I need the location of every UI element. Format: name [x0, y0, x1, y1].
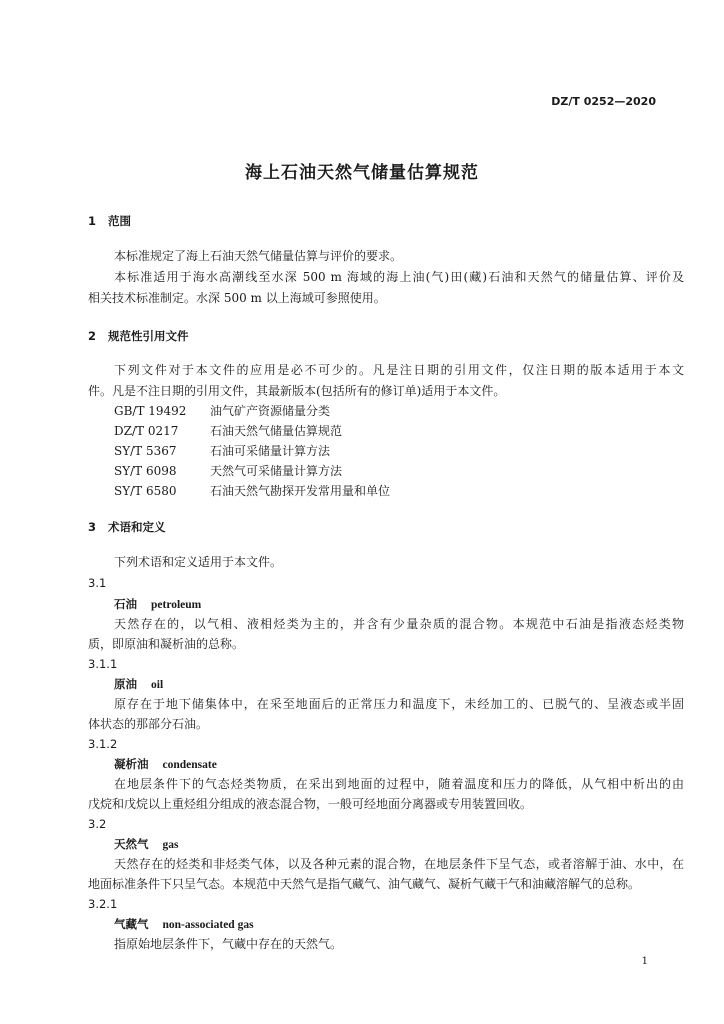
section-heading-scope: 1 范围 — [88, 214, 131, 228]
paragraph: 下列术语和定义适用于本文件。 — [114, 555, 283, 569]
definition: 地面标准条件下只呈气态。本规范中天然气是指气藏气、油气藏气、凝析气藏干气和油藏溶解气的总称。 — [88, 877, 641, 891]
term-heading: 石油 petroleum — [114, 597, 202, 611]
term-heading: 气藏气 non-associated gas — [114, 917, 254, 931]
definition: 天然存在的，以气相、液相烃类为主的，并含有少量杂质的混合物。本规范中石油是指液态烃类物 — [114, 617, 684, 631]
page-number: 1 — [641, 956, 648, 967]
paragraph: 本标准规定了海上石油天然气储量估算与评价的要求。 — [114, 249, 403, 263]
reference-item: DZ/T 0217 石油天然气储量估算规范 — [114, 424, 343, 438]
definition: 体状态的那部分石油。 — [88, 717, 209, 731]
document-code: DZ/T 0252—2020 — [551, 95, 656, 108]
reference-item: SY/T 6098 天然气可采储量计算方法 — [114, 464, 343, 478]
reference-item: GB/T 19492 油气矿产资源储量分类 — [114, 404, 331, 418]
paragraph: 相关技术标准制定。水深 500 m 以上海域可参照使用。 — [88, 291, 386, 305]
section-heading-terms-definitions: 3 术语和定义 — [88, 520, 166, 534]
definition: 天然存在的烃类和非烃类气体，以及各种元素的混合物，在地层条件下呈气态，或者溶解于油、水中，在 — [114, 857, 684, 871]
clause-number: 3.1.1 — [88, 657, 118, 671]
term-heading: 原油 oil — [114, 677, 164, 691]
document-title: 海上石油天然气储量估算规范 — [245, 163, 479, 183]
paragraph: 下列文件对于本文件的应用是必不可少的。凡是注日期的引用文件，仅注日期的版本适用于本文 — [114, 363, 684, 377]
paragraph: 件。凡是不注日期的引用文件，其最新版本(包括所有的修订单)适用于本文件。 — [88, 384, 506, 398]
clause-number: 3.1 — [88, 576, 107, 590]
paragraph: 本标准适用于海水高潮线至水深 500 m 海域的海上油(气)田(藏)石油和天然气的储量估算、评价及 — [114, 270, 684, 284]
section-heading-normative-references: 2 规范性引用文件 — [88, 329, 189, 343]
definition: 原存在于地下储集体中，在采至地面后的正常压力和温度下，未经加工的、已脱气的、呈液态或半固 — [114, 697, 684, 711]
reference-item: SY/T 5367 石油可采储量计算方法 — [114, 444, 331, 458]
term-heading: 凝析油 condensate — [114, 757, 217, 771]
definition: 指原始地层条件下，气藏中存在的天然气。 — [114, 937, 343, 951]
definition: 质，即原油和凝析油的总称。 — [88, 637, 245, 651]
clause-number: 3.2 — [88, 817, 107, 831]
reference-item: SY/T 6580 石油天然气勘探开发常用量和单位 — [114, 484, 391, 498]
term-heading: 天然气 gas — [114, 837, 179, 851]
clause-number: 3.1.2 — [88, 737, 118, 751]
definition: 戊烷和戊烷以上重烃组分组成的液态混合物，一般可经地面分离器或专用装置回收。 — [88, 797, 533, 811]
clause-number: 3.2.1 — [88, 897, 118, 911]
definition: 在地层条件下的气态烃类物质，在采出到地面的过程中，随着温度和压力的降低，从气相中析出的由 — [114, 777, 684, 791]
